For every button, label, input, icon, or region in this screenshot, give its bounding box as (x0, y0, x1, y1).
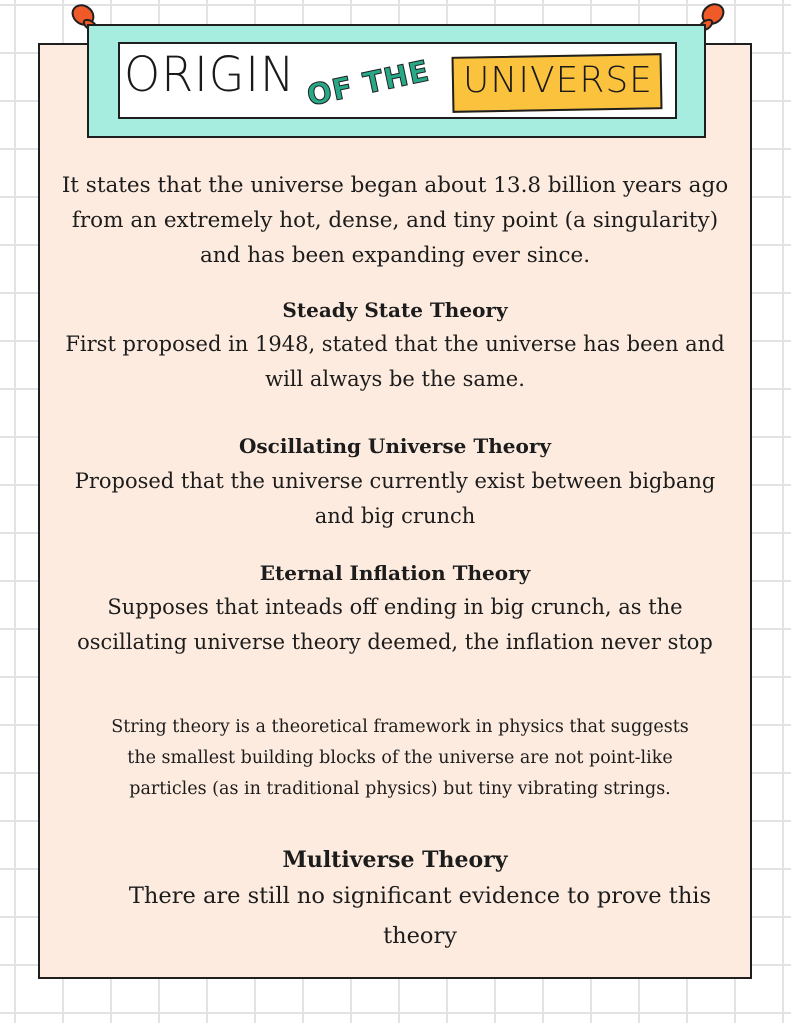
oscillating-text: Proposed that the universe currently exist between bigbang and big crunch (74, 469, 716, 528)
eternal-inflation-text: Supposes that inteads off ending in big crunch, as the oscillating universe theory deemed, the inflation never stop (77, 595, 713, 654)
title-word-universe: UNIVERSE (463, 60, 653, 101)
multiverse-text: There are still no significant evidence to prove this theory (128, 883, 712, 949)
string-theory-paragraph: String theory is a theoretical framework in physics that suggests the smallest building blocks of the universe are not point-like particles (as in traditional physics) but tiny vibrating strings. (111, 717, 689, 799)
steady-state-text: First proposed in 1948, stated that the universe has been and will always be the same. (65, 332, 725, 391)
eternal-inflation-heading: Eternal Inflation Theory (259, 561, 531, 585)
multiverse-heading: Multiverse Theory (282, 847, 508, 873)
intro-paragraph: It states that the universe began about 13.8 billion years ago from an extremely hot, dense, and tiny point (a singularity) and has been expanding ever since. (61, 173, 729, 268)
steady-state-heading: Steady State Theory (282, 298, 508, 322)
title-word-origin: ORIGIN (124, 45, 296, 103)
oscillating-heading: Oscillating Universe Theory (239, 434, 551, 458)
title-word-of-the: OF THE (303, 53, 433, 113)
